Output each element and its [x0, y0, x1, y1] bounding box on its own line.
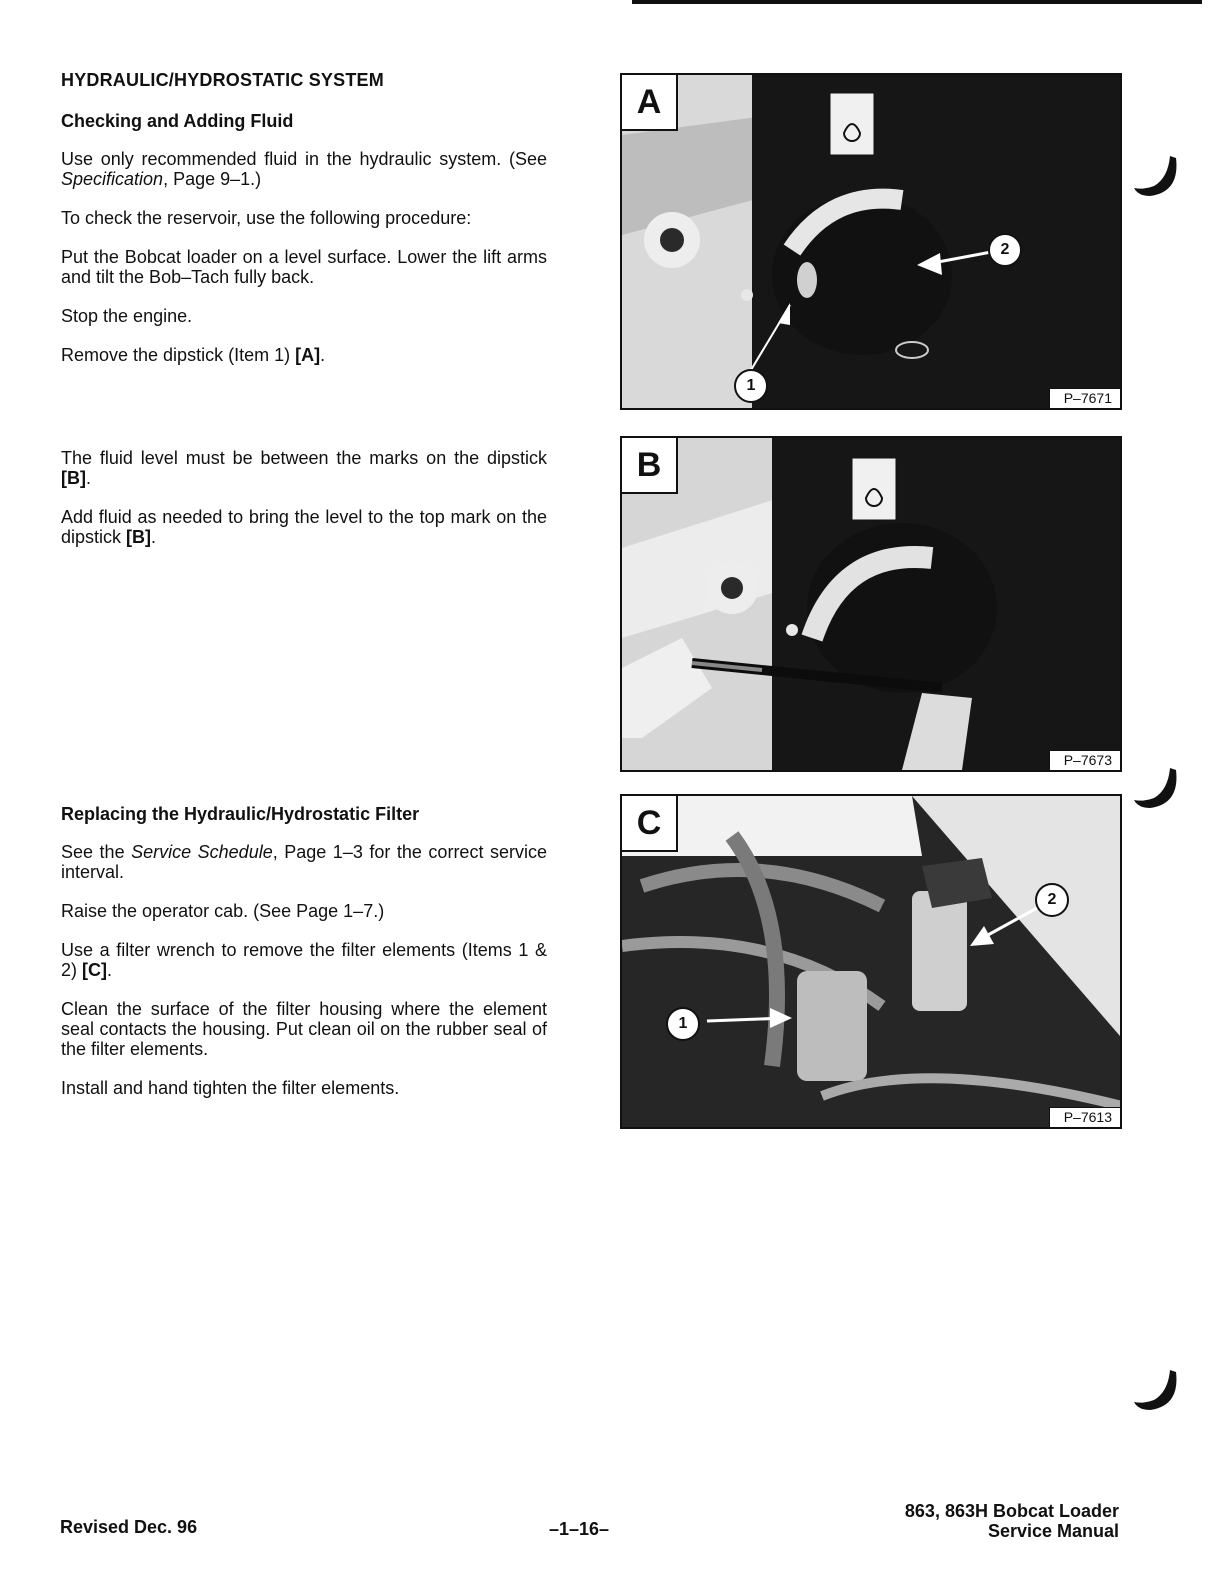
checking-para-1: Use only recommended fluid in the hydraulic system. (See Specification, Page 9–1.) [61, 149, 547, 189]
footer-manual-line-1: 863, 863H Bobcat Loader [904, 1501, 1119, 1521]
figure-c-letter: C [622, 796, 678, 852]
checking-para-7: Add fluid as needed to bring the level to the top mark on the dipstick [B]. [61, 507, 547, 547]
filter-para-3: Use a filter wrench to remove the filter elements (Items 1 & 2) [C]. [61, 940, 547, 980]
checking-para-3: Put the Bobcat loader on a level surface. Lower the lift arms and tilt the Bob–Tach fully back. [61, 247, 547, 287]
margin-tab-icon [1130, 152, 1180, 202]
figure-c [620, 794, 1122, 1129]
checking-para-2: To check the reservoir, use the following procedure: [61, 208, 472, 228]
figure-b-letter: B [622, 438, 678, 494]
checking-para-5: Remove the dipstick (Item 1) [A]. [61, 345, 326, 365]
filter-para-1: See the Service Schedule, Page 1–3 for the correct service interval. [61, 842, 547, 882]
figure-ref-b: [B] [61, 468, 86, 488]
figure-ref-c: [C] [82, 960, 108, 980]
margin-tab-icon [1130, 1366, 1180, 1416]
figure-a-code: P–7671 [1049, 388, 1120, 408]
checking-para-6: The fluid level must be between the marks on the dipstick [B]. [61, 448, 547, 488]
figure-a-callout-1: 1 [734, 369, 768, 403]
figure-a-callout-2: 2 [988, 233, 1022, 267]
filter-para-4: Clean the surface of the filter housing where the element seal contacts the housing. Put clean oil on the rubber seal of the filter elements. [61, 999, 547, 1059]
section-title: HYDRAULIC/HYDROSTATIC SYSTEM [61, 70, 384, 90]
specification-ref: Specification [61, 169, 164, 189]
footer-manual-line-2: Service Manual [987, 1521, 1119, 1541]
figure-c-photo [622, 796, 1120, 1127]
fluid-level-section [61, 448, 547, 566]
figure-b-photo [622, 438, 1120, 770]
margin-tab-icon [1130, 764, 1180, 814]
figure-ref-b-2: [B] [126, 527, 152, 547]
figure-c-callout-2: 2 [1035, 883, 1069, 917]
footer-manual-title [905, 1501, 1119, 1541]
footer-page-number: –1–16– [549, 1519, 610, 1539]
filter-heading: Replacing the Hydraulic/Hydrostatic Filter [61, 804, 420, 824]
filter-section [61, 804, 547, 1117]
figure-a [620, 73, 1122, 410]
figure-a-photo [622, 75, 1120, 408]
figure-a-letter: A [622, 75, 678, 131]
filter-para-5: Install and hand tighten the filter elements. [61, 1078, 400, 1098]
filter-para-2: Raise the operator cab. (See Page 1–7.) [61, 901, 385, 921]
checking-heading: Checking and Adding Fluid [61, 111, 294, 131]
service-schedule-ref: Service Schedule [131, 842, 273, 862]
checking-para-4: Stop the engine. [61, 306, 193, 326]
figure-c-callout-1: 1 [666, 1007, 700, 1041]
checking-section [61, 111, 547, 384]
figure-b-code: P–7673 [1049, 750, 1120, 770]
figure-b [620, 436, 1122, 772]
figure-ref-a: [A] [295, 345, 321, 365]
footer-revised: Revised Dec. 96 [60, 1517, 198, 1537]
top-rule [632, 0, 1202, 4]
figure-c-code: P–7613 [1049, 1107, 1120, 1127]
